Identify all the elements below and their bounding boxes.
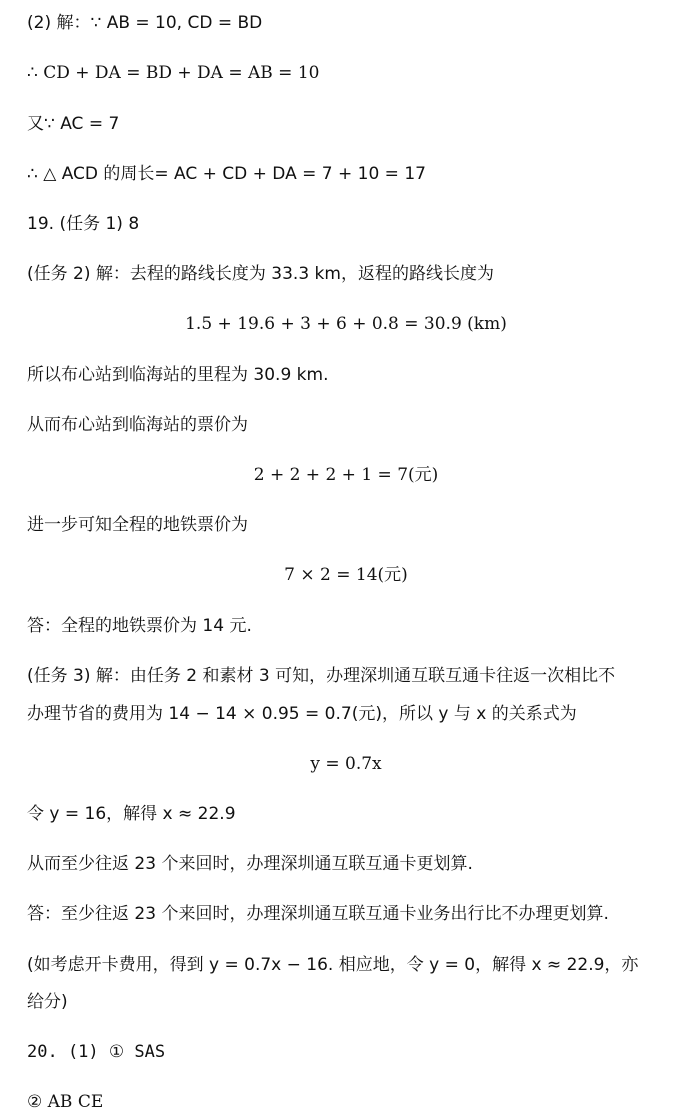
total-fare-formula: 7 × 2 = 14(元): [284, 565, 408, 585]
therefore-sum-line: ∴ CD + DA = BD + DA = AB = 10: [27, 63, 320, 83]
conclusion-line: 从而至少往返 23 个来回时，办理深圳通互联互通卡更划算.: [27, 854, 473, 874]
note-line-2: 给分): [27, 992, 68, 1012]
return-distance-formula: 1.5 + 19.6 + 3 + 6 + 0.8 = 30.9 (km): [185, 314, 507, 334]
task-2-answer-line: 答：全程的地铁票价为 14 元.: [27, 616, 252, 636]
total-fare-intro-line: 进一步可知全程的地铁票价为: [27, 515, 248, 535]
distance-conclusion-line: 所以布心站到临海站的里程为 30.9 km.: [27, 365, 329, 385]
fare-intro-line: 从而布心站到临海站的票价为: [27, 415, 248, 435]
relation-formula: y = 0.7x: [310, 754, 382, 774]
perimeter-line: ∴ △ ACD 的周长= AC + CD + DA = 7 + 10 = 17: [27, 164, 426, 184]
task-3-solution-line-2: 办理节省的费用为 14 − 14 × 0.95 = 0.7(元)，所以 y 与 x 的关系式为: [27, 704, 577, 724]
question-20-part-1: 20. (1) ① SAS: [27, 1042, 166, 1062]
task-3-solution-line-1: (任务 3) 解：由任务 2 和素材 3 可知，办理深圳通互联互通卡往返一次相比不: [27, 666, 616, 686]
given-ac-line: 又∵ AC = 7: [27, 114, 120, 134]
task-3-answer-line: 答：至少往返 23 个来回时，办理深圳通互联互通卡业务出行比不办理更划算.: [27, 904, 609, 924]
task-2-solution-line: (任务 2) 解：去程的路线长度为 33.3 km，返程的路线长度为: [27, 264, 494, 284]
solve-line: 令 y = 16，解得 x ≈ 22.9: [27, 804, 236, 824]
question-19-task-1: 19. (任务 1) 8: [27, 214, 140, 234]
question-20-part-2: ② AB CE: [27, 1092, 104, 1112]
part-2-solution-line: (2) 解：∵ AB = 10, CD = BD: [27, 13, 263, 33]
fare-formula: 2 + 2 + 2 + 1 = 7(元): [253, 465, 439, 485]
note-line-1: (如考虑开卡费用，得到 y = 0.7x − 16. 相应地，令 y = 0，解得 x ≈ 22.9，亦: [27, 955, 639, 975]
